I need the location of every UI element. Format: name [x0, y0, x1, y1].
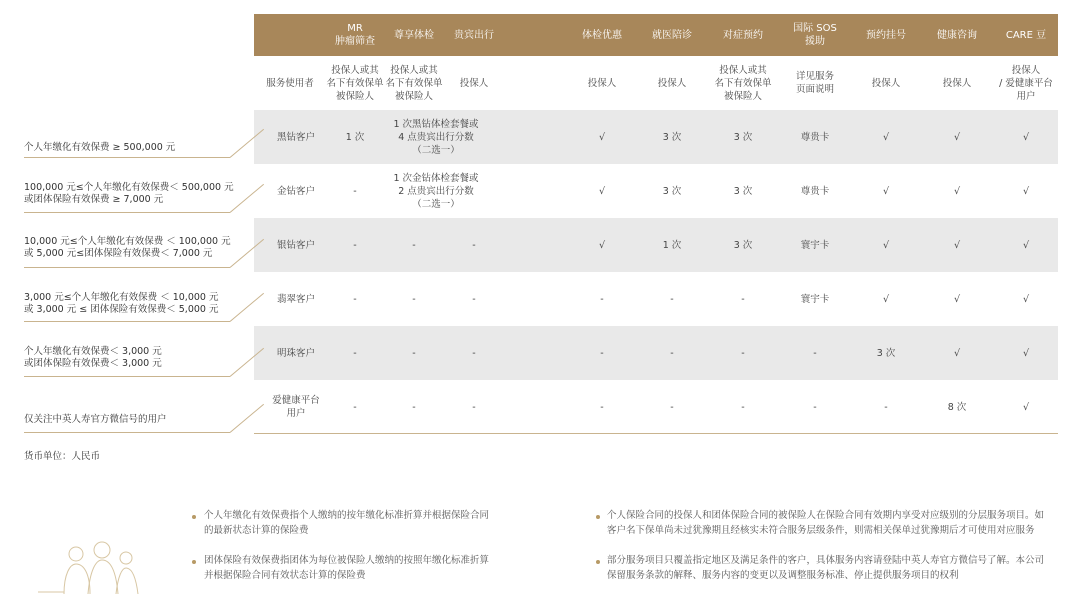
tier-criteria: 3,000 元≤个人年缴化有效保费 ＜ 10,000 元 或 3,000 元 ≤ 团体保险有效保费＜ 5,000 元 [24, 292, 219, 315]
tier-name: 爱健康平台 用户 [272, 395, 320, 419]
note-left-2: 团体保险有效保费指团体为每位被保险人缴纳的按照年缴化标准折算 并根据保险合同有效状态计算的保险费 [204, 555, 490, 581]
header-col-7: 预约挂号 [866, 29, 906, 41]
user-cell-4: 投保人 [657, 77, 687, 89]
table-cell: - [353, 293, 357, 305]
table-bottom-line [254, 433, 1058, 434]
user-cell-8: 投保人 [942, 77, 972, 89]
header-col-2: 贵宾出行 [454, 29, 494, 41]
user-cell-2: 投保人 [459, 77, 489, 89]
table-cell: 尊贵卡 [800, 131, 830, 143]
table-cell: 3 次 [733, 185, 753, 197]
table-cell: √ [882, 293, 890, 305]
table-cell: √ [1022, 239, 1030, 251]
criteria-underline [24, 212, 230, 213]
table-cell: - [600, 347, 604, 359]
table-cell: 1 次 [345, 131, 365, 143]
table-cell: - [741, 293, 745, 305]
table-cell: - [353, 185, 357, 197]
table-cell: √ [598, 239, 606, 251]
table-cell: - [472, 293, 476, 305]
header-col-3: 体检优惠 [582, 29, 622, 41]
table-cell: - [353, 401, 357, 413]
table-cell: - [412, 401, 416, 413]
people-illustration [36, 540, 146, 594]
table-cell: √ [882, 185, 890, 197]
table-cell: √ [1022, 347, 1030, 359]
table-row [254, 272, 1058, 326]
table-cell: √ [598, 185, 606, 197]
header-col-1: 尊享体检 [394, 29, 434, 41]
criteria-underline [24, 267, 230, 268]
table-cell: 寰宇卡 [800, 239, 830, 251]
table-cell: √ [1022, 131, 1030, 143]
table-cell: 1 次 [662, 239, 682, 251]
table-cell: - [353, 347, 357, 359]
user-cell-9: 投保人 / 爱健康平台 用户 [999, 64, 1053, 102]
criteria-underline [24, 157, 230, 158]
table-row [254, 110, 1058, 164]
user-cell-6: 详见服务 页面说明 [795, 71, 834, 95]
table-cell: - [472, 347, 476, 359]
table-cell: 3 次 [733, 239, 753, 251]
tier-name: 明珠客户 [276, 347, 315, 359]
table-cell: √ [953, 347, 961, 359]
table-cell: √ [953, 131, 961, 143]
tier-criteria: 个人年缴化有效保费 ≥ 500,000 元 [24, 142, 176, 153]
criteria-underline [24, 376, 230, 377]
table-cell: - [670, 293, 674, 305]
note-left-1: 个人年缴化有效保费指个人缴纳的按年缴化标准折算并根据保险合同 的最新状态计算的保险费 [204, 510, 490, 536]
table-cell: - [412, 347, 416, 359]
user-cell-0: 投保人或其 名下有效保单 被保险人 [326, 64, 384, 102]
table-cell: 3 次 [662, 185, 682, 197]
table-cell: - [472, 239, 476, 251]
table-cell: 寰宇卡 [800, 293, 830, 305]
table-cell: - [600, 401, 604, 413]
table-cell: 1 次黑钻体检套餐或 4 点贵宾出行分数 （二选一） [393, 118, 479, 156]
table-cell: 3 次 [876, 347, 896, 359]
table-cell: - [670, 401, 674, 413]
tier-criteria: 个人年缴化有效保费＜ 3,000 元 或团体保险有效保费＜ 3,000 元 [24, 346, 162, 369]
user-cell-3: 投保人 [587, 77, 617, 89]
header-col-5: 对症预约 [723, 29, 763, 41]
table-cell: √ [882, 131, 890, 143]
tier-criteria: 100,000 元≤个人年缴化有效保费＜ 500,000 元 或团体保险有效保费 ≥ 7,000 元 [24, 182, 234, 205]
bullet-icon [192, 560, 196, 564]
tier-name: 金钻客户 [276, 185, 315, 197]
table-cell: 3 次 [733, 131, 753, 143]
tier-criteria: 10,000 元≤个人年缴化有效保费 ＜ 100,000 元 或 5,000 元≤团体保险有效保费＜ 7,000 元 [24, 236, 231, 259]
table-cell: - [670, 347, 674, 359]
table-cell: - [472, 401, 476, 413]
table-cell: - [813, 401, 817, 413]
tier-name: 黑钻客户 [276, 131, 315, 143]
table-cell: - [884, 401, 888, 413]
table-cell: 8 次 [947, 401, 967, 413]
table-cell: - [741, 401, 745, 413]
currency-unit: 货币单位：人民币 [24, 451, 101, 462]
table-cell: 3 次 [662, 131, 682, 143]
table-cell: √ [953, 293, 961, 305]
user-cell-5: 投保人或其 名下有效保单 被保险人 [714, 64, 772, 102]
table-cell: √ [1022, 401, 1030, 413]
header-col-8: 健康咨询 [937, 29, 977, 41]
table-cell: √ [882, 239, 890, 251]
header-col-4: 就医陪诊 [652, 29, 692, 41]
bullet-icon [192, 515, 196, 519]
table-cell: - [353, 239, 357, 251]
table-cell: √ [598, 131, 606, 143]
tier-name: 银钻客户 [276, 239, 315, 251]
header-col-0: MR 肿瘤筛查 [335, 23, 375, 47]
table-row [254, 164, 1058, 218]
note-right-1: 个人保险合同的投保人和团体保险合同的被保险人在保险合同有效期内享受对应级别的分层服务项目。如 客户名下保单尚未过犹豫期且经核实未符合服务层级条件，则需相关保单过犹豫期后才可使用对应服务 [607, 510, 1045, 536]
table-cell: - [600, 293, 604, 305]
table-cell: - [412, 293, 416, 305]
table-cell: √ [1022, 293, 1030, 305]
user-cell-1: 投保人或其 名下有效保单 被保险人 [385, 64, 443, 102]
table-row [254, 326, 1058, 380]
table-row [254, 218, 1058, 272]
table-cell: - [412, 239, 416, 251]
table-cell: √ [953, 185, 961, 197]
header-col-9: CARE 豆 [1005, 29, 1047, 41]
bullet-icon [596, 560, 600, 564]
user-row-label: 服务使用者 [266, 77, 314, 89]
table-cell: 1 次金钻体检套餐或 2 点贵宾出行分数 （二选一） [393, 172, 479, 210]
table-cell: - [813, 347, 817, 359]
user-cell-7: 投保人 [871, 77, 901, 89]
tier-name: 翡翠客户 [276, 293, 315, 305]
note-right-2: 部分服务项目只覆盖指定地区及满足条件的客户，具体服务内容请登陆中英人寿官方微信号了解。本公司 保留服务条款的解释、服务内容的变更以及调整服务标准、停止提供服务项目的权利 [607, 555, 1045, 581]
table-cell: √ [1022, 185, 1030, 197]
header-col-6: 国际 SOS 援助 [793, 23, 837, 47]
table-cell: √ [953, 239, 961, 251]
criteria-underline [24, 321, 230, 322]
bullet-icon [596, 515, 600, 519]
table-cell: 尊贵卡 [800, 185, 830, 197]
table-cell: - [741, 347, 745, 359]
table-row [254, 380, 1058, 434]
criteria-underline [24, 432, 230, 433]
tier-criteria: 仅关注中英人寿官方微信号的用户 [24, 414, 167, 425]
